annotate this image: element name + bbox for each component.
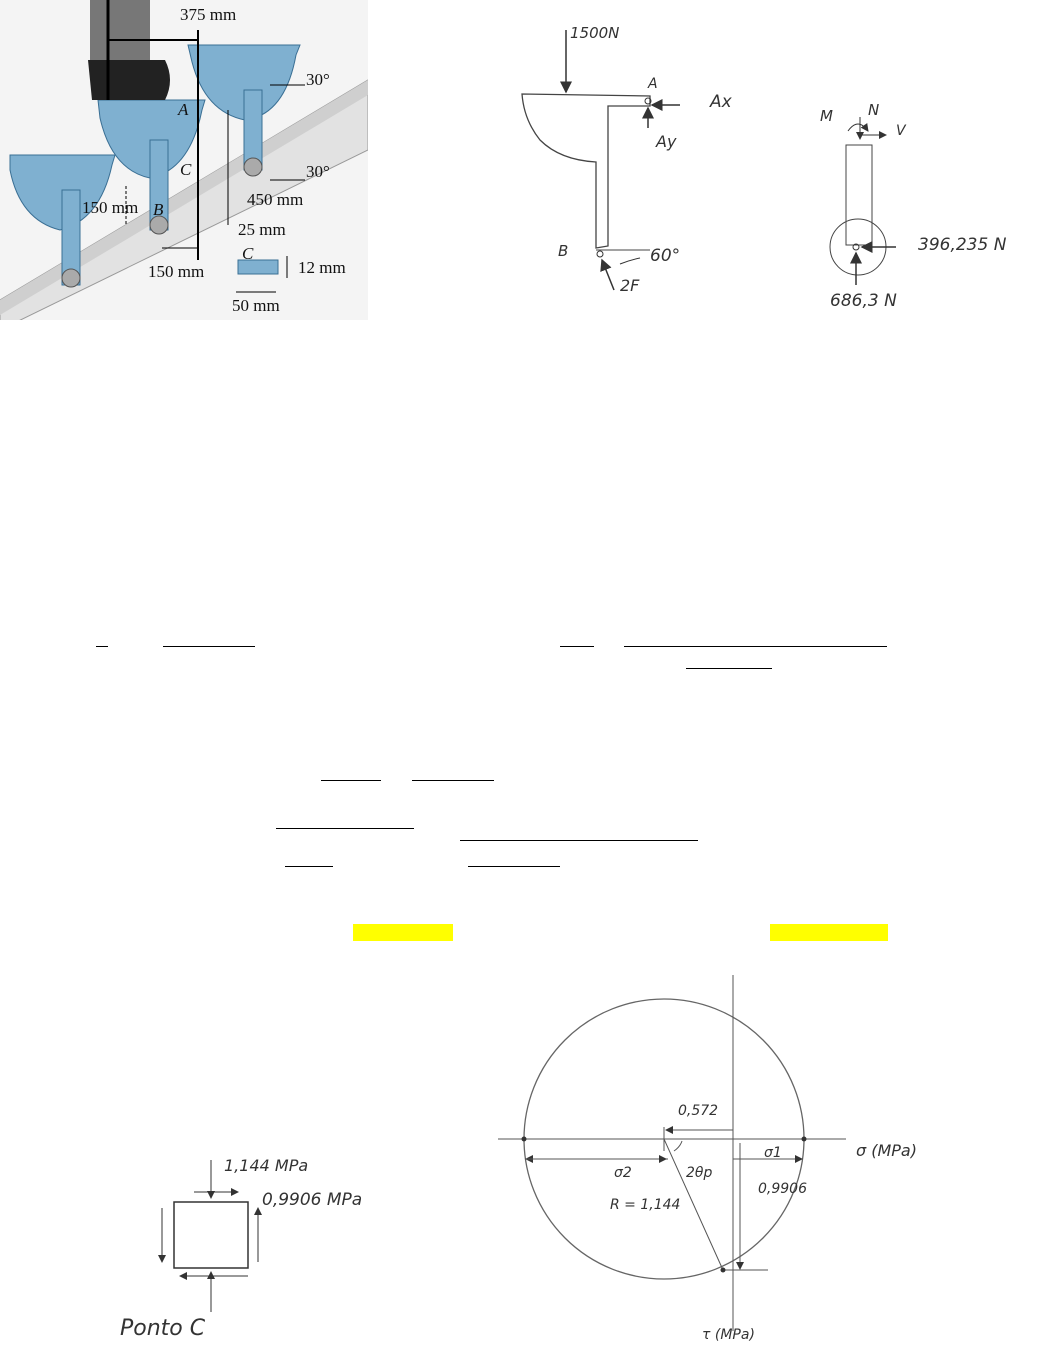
- formula-rule: [321, 780, 381, 781]
- fbd-point-a: A: [648, 76, 658, 92]
- highlighted-result: [770, 924, 888, 941]
- formula-rule: [412, 780, 494, 781]
- dim-50: 50 mm: [232, 296, 280, 315]
- highlighted-result: [353, 924, 453, 941]
- point-c-section-label: C: [242, 244, 254, 263]
- dim-25: 25 mm: [238, 220, 286, 239]
- moment-m-label: M: [820, 107, 833, 125]
- sigma2-label: σ2: [614, 1165, 632, 1181]
- mohr-circle-diagram: [490, 975, 1039, 1349]
- two-theta-label: 2θp: [686, 1165, 713, 1181]
- fbd-point-b: B: [558, 242, 569, 260]
- dim-12: 12 mm: [298, 258, 346, 277]
- formula-rule: [163, 646, 255, 647]
- free-body-diagram: [500, 10, 780, 320]
- ay-label: Ay: [656, 132, 677, 151]
- section-sketch: [800, 95, 1039, 320]
- ax-label: Ax: [710, 92, 732, 112]
- force-2f-label: 2F: [620, 276, 640, 295]
- formula-rule: [96, 646, 108, 647]
- point-a-label: A: [178, 100, 189, 119]
- angle-label-mid: 30°: [306, 162, 330, 181]
- point-c-caption: Ponto C: [120, 1316, 206, 1341]
- section-cut-diagram: [800, 95, 1039, 320]
- fbd-sketch: [500, 10, 780, 320]
- sigma-axis-label: σ (MPa): [856, 1141, 917, 1160]
- formula-rule: [285, 866, 333, 867]
- load-label: 1500N: [570, 24, 620, 42]
- shear-stress-label: 0,9906 MPa: [262, 1190, 363, 1210]
- angle-label-top: 30°: [306, 70, 330, 89]
- vertical-force-label: 686,3 N: [830, 291, 897, 311]
- sigma1-label: σ1: [764, 1145, 782, 1161]
- radius-label: R = 1,144: [610, 1197, 681, 1213]
- problem-figure: [0, 0, 368, 320]
- stress-element-diagram: [100, 1150, 420, 1349]
- dim-150-horizontal: 150 mm: [148, 262, 205, 281]
- formula-rule: [276, 828, 414, 829]
- mohr-circle-sketch: [490, 975, 1039, 1349]
- formula-rule: [624, 646, 887, 647]
- normal-stress-label: 1,144 MPa: [224, 1156, 309, 1175]
- point-b-label: B: [153, 200, 164, 219]
- tau-value-label: 0,9906: [758, 1181, 807, 1197]
- dim-150-vertical: 150 mm: [82, 198, 139, 217]
- point-c-label: C: [180, 160, 192, 179]
- formula-rule: [560, 646, 594, 647]
- shear-v-label: V: [896, 123, 906, 139]
- horizontal-force-label: 396,235 N: [918, 235, 1007, 255]
- tau-axis-label: τ (MPa): [702, 1327, 755, 1343]
- dim-375: 375 mm: [180, 5, 237, 24]
- formula-rule: [686, 668, 772, 669]
- formula-rule: [468, 866, 560, 867]
- formula-rule: [460, 840, 698, 841]
- center-offset-label: 0,572: [678, 1103, 719, 1119]
- normal-n-label: N: [868, 101, 880, 119]
- angle-60-label: 60°: [650, 246, 681, 266]
- dim-450: 450 mm: [247, 190, 304, 209]
